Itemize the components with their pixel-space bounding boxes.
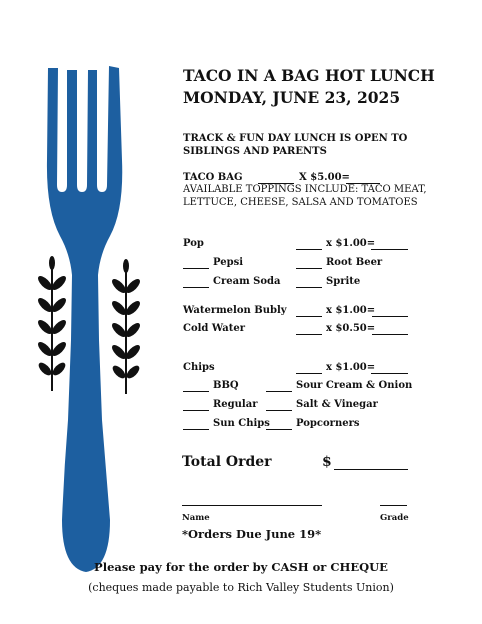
pop-qty-blank[interactable] xyxy=(296,249,322,250)
fork-illustration xyxy=(0,0,170,624)
pop-price: x $1.00= xyxy=(326,238,376,249)
chips-total-blank[interactable] xyxy=(371,373,408,374)
popcorners-blank[interactable] xyxy=(266,429,292,430)
chips-label: Chips xyxy=(183,362,215,373)
chips-price: x $1.00= xyxy=(326,362,376,373)
leaf-sprig-right-icon xyxy=(108,258,144,398)
taco-bag-label: TACO BAG xyxy=(183,172,243,183)
cream-soda-blank[interactable] xyxy=(183,287,209,288)
cheque-payable-note: (cheques made payable to Rich Valley Students Union) xyxy=(88,581,394,594)
cold-water-total-blank[interactable] xyxy=(372,334,408,335)
total-blank[interactable] xyxy=(334,469,408,470)
cold-water-price: x $0.50= xyxy=(326,323,376,334)
bubly-price: x $1.00= xyxy=(326,305,376,316)
bubly-qty-blank[interactable] xyxy=(296,316,322,317)
leaf-sprig-left-icon xyxy=(34,255,70,395)
total-currency: $ xyxy=(322,454,332,470)
intro-line-2: SIBLINGS AND PARENTS xyxy=(183,146,327,157)
pop-flavor-root-beer: Root Beer xyxy=(326,257,383,268)
chips-flavor-regular: Regular xyxy=(213,399,258,410)
bbq-blank[interactable] xyxy=(183,391,209,392)
grade-label: Grade xyxy=(380,513,409,523)
bubly-total-blank[interactable] xyxy=(372,316,408,317)
title-line-1: TACO IN A BAG HOT LUNCH xyxy=(183,66,435,85)
root-beer-blank[interactable] xyxy=(296,268,322,269)
title-line-2: MONDAY, JUNE 23, 2025 xyxy=(183,88,401,107)
pop-label: Pop xyxy=(183,238,204,249)
name-label: Name xyxy=(182,513,210,523)
intro-line-1: TRACK & FUN DAY LUNCH IS OPEN TO xyxy=(183,133,408,144)
toppings-line-1: AVAILABLE TOPPINGS INCLUDE: TACO MEAT, xyxy=(183,184,427,195)
chips-flavor-sun-chips: Sun Chips xyxy=(213,418,270,429)
total-order-label: Total Order xyxy=(182,454,272,470)
payment-instructions: Please pay for the order by CASH or CHEQUE xyxy=(94,560,388,574)
cold-water-label: Cold Water xyxy=(183,323,245,334)
salt-vinegar-blank[interactable] xyxy=(266,410,292,411)
regular-blank[interactable] xyxy=(183,410,209,411)
toppings-line-2: LETTUCE, CHEESE, SALSA AND TOMATOES xyxy=(183,197,418,208)
watermelon-bubly-label: Watermelon Bubly xyxy=(183,305,287,316)
orders-due-note: *Orders Due June 19* xyxy=(182,527,322,541)
pop-flavor-cream-soda: Cream Soda xyxy=(213,276,281,287)
sprite-blank[interactable] xyxy=(296,287,322,288)
name-blank[interactable] xyxy=(182,505,322,506)
grade-blank[interactable] xyxy=(380,505,407,506)
chips-flavor-bbq: BBQ xyxy=(213,380,239,391)
sour-cream-blank[interactable] xyxy=(266,391,292,392)
pepsi-blank[interactable] xyxy=(183,268,209,269)
pop-flavor-pepsi: Pepsi xyxy=(213,257,244,268)
taco-price: X $5.00= xyxy=(299,172,350,183)
cold-water-qty-blank[interactable] xyxy=(296,334,322,335)
sun-chips-blank[interactable] xyxy=(183,429,209,430)
pop-flavor-sprite: Sprite xyxy=(326,276,361,287)
chips-flavor-popcorners: Popcorners xyxy=(296,418,360,429)
chips-flavor-sour-cream: Sour Cream & Onion xyxy=(296,380,413,391)
chips-qty-blank[interactable] xyxy=(296,373,322,374)
pop-total-blank[interactable] xyxy=(371,249,408,250)
chips-flavor-salt-vinegar: Salt & Vinegar xyxy=(296,399,378,410)
